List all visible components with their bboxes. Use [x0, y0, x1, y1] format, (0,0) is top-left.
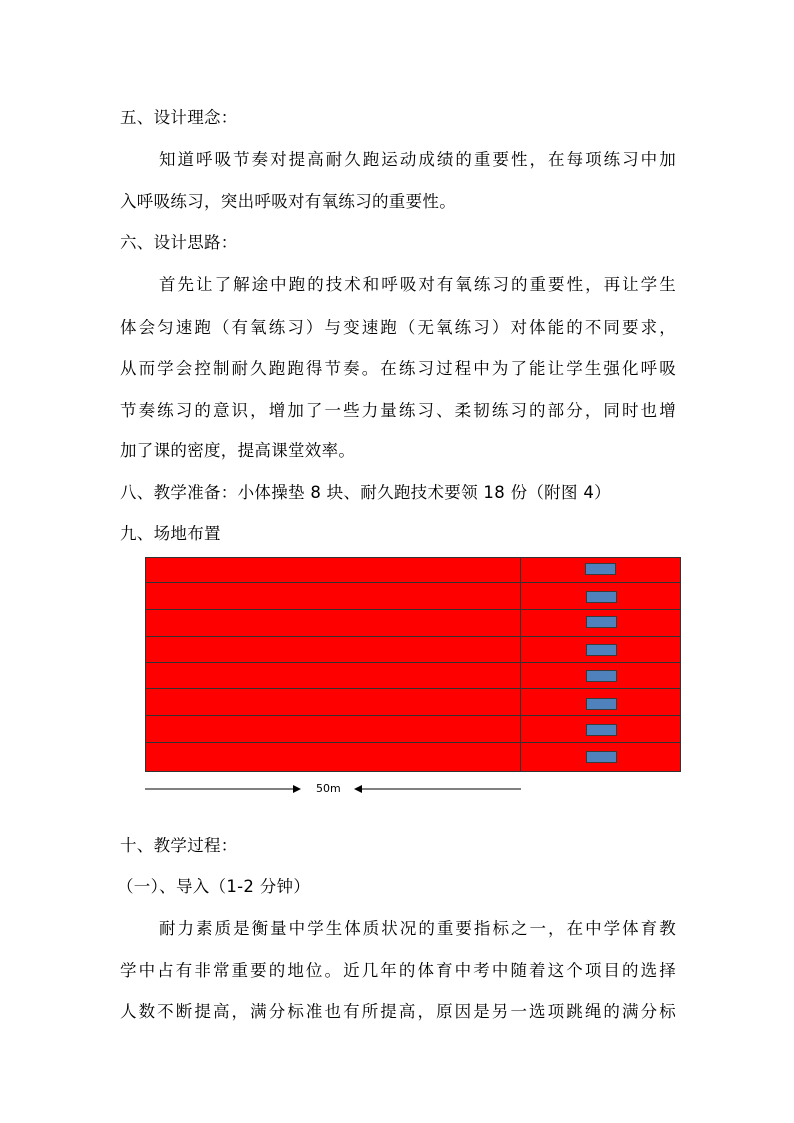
- section5-heading: 五、设计理念：: [120, 108, 238, 127]
- gym-mat: [586, 616, 617, 628]
- distance-label: 50m: [316, 782, 341, 795]
- section10-heading: 十、教学过程：: [120, 836, 238, 855]
- section6-paragraph-line: 节奏练习的意识，增加了一些力量练习、柔韧练习的部分，同时也增: [120, 401, 676, 420]
- section6-paragraph-line: 从而学会控制耐久跑跑得节奏。在练习过程中为了能让学生强化呼吸: [120, 359, 676, 378]
- gym-mat: [586, 724, 617, 736]
- section10-paragraph-line: 耐力素质是衡量中学生体质状况的重要指标之一，在中学体育教: [159, 919, 676, 938]
- section10-subheading: （一）、导入（1-2 分钟）: [117, 877, 311, 896]
- gym-mat: [586, 591, 617, 603]
- section6-paragraph-line: 加了课的密度，提高课堂效率。: [120, 441, 356, 460]
- section10-paragraph-line: 人数不断提高，满分标准也有所提高，原因是另一选项跳绳的满分标: [120, 1002, 676, 1021]
- gym-mat: [586, 670, 617, 682]
- section5-paragraph-line: 入呼吸练习，突出呼吸对有氧练习的重要性。: [120, 192, 456, 211]
- section6-heading: 六、设计思路：: [120, 233, 238, 252]
- left-arrow-icon: [354, 783, 522, 795]
- gym-mat: [586, 751, 617, 763]
- gym-mat: [585, 563, 616, 575]
- gym-mat: [586, 644, 617, 656]
- section5-paragraph-line: 知道呼吸节奏对提高耐久跑运动成绩的重要性，在每项练习中加: [159, 150, 676, 169]
- section10-paragraph-line: 学中占有非常重要的地位。近几年的体育中考中随着这个项目的选择: [120, 961, 676, 980]
- field-divider: [520, 558, 521, 771]
- track-field-diagram: [145, 557, 681, 772]
- section6-paragraph-line: 首先让了解途中跑的技术和呼吸对有氧练习的重要性，再让学生: [159, 275, 676, 294]
- section9-heading: 九、场地布置: [120, 524, 221, 543]
- gym-mat: [586, 698, 617, 710]
- right-arrow-icon: [145, 783, 305, 795]
- section8-heading: 八、教学准备：小体操垫 8 块、耐久跑技术要领 18 份（附图 4）: [120, 483, 611, 502]
- section6-paragraph-line: 体会匀速跑（有氧练习）与变速跑（无氧练习）对体能的不同要求，: [120, 318, 676, 337]
